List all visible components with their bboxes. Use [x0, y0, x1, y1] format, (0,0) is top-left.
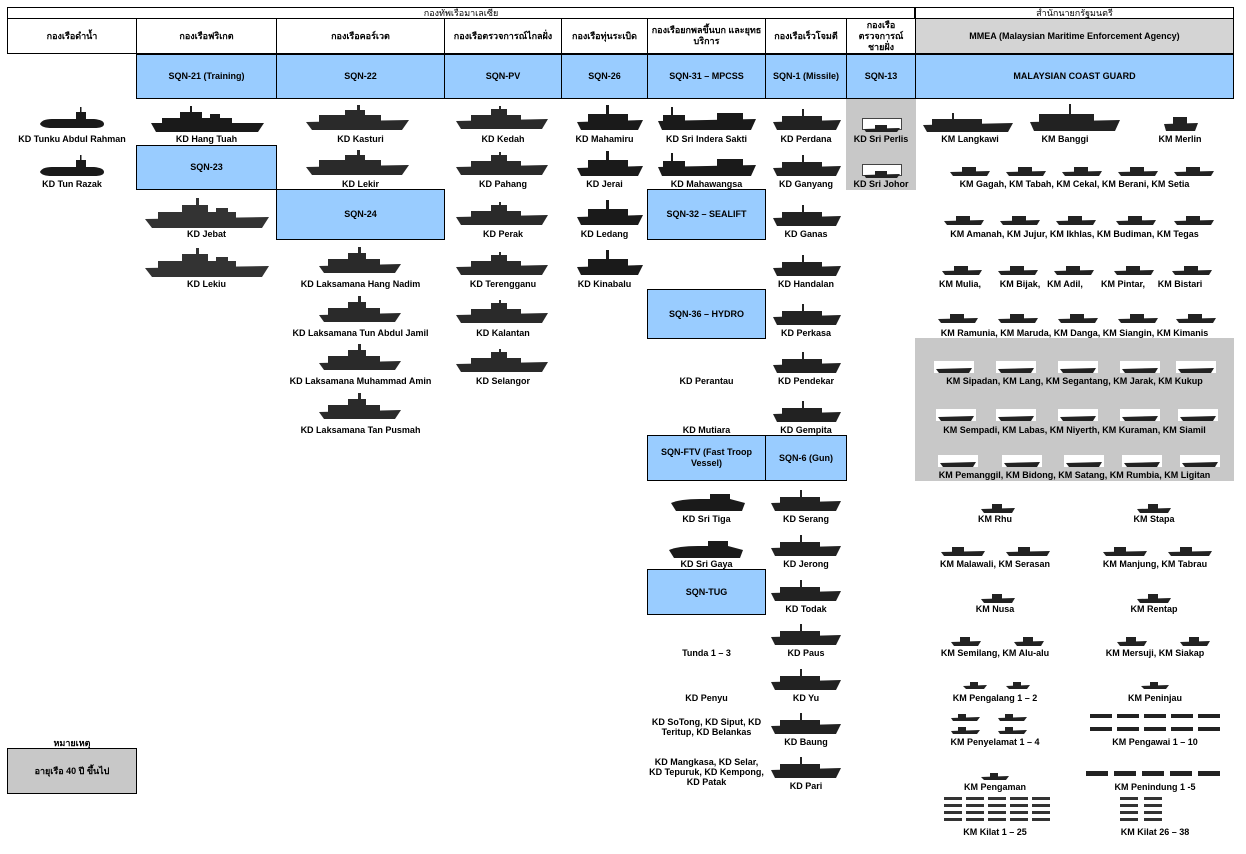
ship-label: KM Bistari	[1157, 279, 1203, 289]
corvette-icon	[305, 101, 410, 131]
submarine-icon	[38, 152, 106, 178]
patrol-boat-pair-icon	[1116, 635, 1212, 647]
ship-label: KM Penyelamat 1 – 4	[950, 737, 1040, 747]
minehunter-icon	[576, 103, 644, 131]
submarine-icon	[38, 104, 106, 130]
ship-label: KD Kalantan	[476, 328, 530, 338]
ship-label: KD Jebat	[186, 229, 226, 239]
ship-label: KD Laksamana Tun Abdul Jamil	[292, 328, 429, 338]
ship-label: KD Handalan	[777, 279, 834, 289]
mmea-ship-icon	[1163, 112, 1199, 132]
patrol-boat-icon	[980, 771, 1010, 781]
ship-label: KD Sri Gaya	[680, 559, 733, 569]
support-ship-icon	[657, 107, 757, 131]
sqn-tug: SQN-TUG	[647, 569, 766, 615]
header-opv: กองเรือตรวจการณ์ไกลฝั่ง	[444, 18, 562, 54]
fac-icon	[772, 302, 842, 326]
ship-label: KD Penyu	[685, 693, 728, 703]
ship-label: KD Baung	[784, 737, 828, 747]
ship-label: KM Kilat 1 – 25	[963, 827, 1027, 837]
header-fac: กองเรือเร็วโจมตี	[765, 18, 847, 54]
ship-label: KM Bijak,	[999, 279, 1041, 289]
ship-label: KD Kedah	[481, 134, 525, 144]
ship-label: KD Mahawangsa	[670, 179, 743, 189]
patrol-craft-group-icon	[948, 163, 1218, 177]
ship-label: KD Jerai	[586, 179, 623, 189]
mmea-ship-icon	[922, 113, 1014, 133]
navy-group-label: กองทัพเรือมาเลเซีย	[423, 8, 499, 18]
minehunter-icon	[576, 198, 644, 226]
ship-label: KM Pemanggil, KM Bidong, KM Satang, KM Rumbia, KM Ligitan	[938, 470, 1211, 480]
fac-icon	[770, 488, 842, 512]
opv-icon	[455, 300, 549, 324]
ship-label: KM Pengaman	[963, 782, 1026, 792]
ship-label: KM Malawali, KM Serasan	[939, 559, 1051, 569]
fac-icon	[770, 667, 842, 691]
ship-label: KD Perdana	[780, 134, 832, 144]
patrol-boat-icon	[980, 592, 1016, 604]
patrol-boat-pair-icon	[950, 635, 1046, 647]
ship-label: KM Ramunia, KM Maruda, KM Danga, KM Siangin, KM Kimanis	[940, 328, 1209, 338]
sqn-22: SQN-22	[276, 54, 445, 99]
fast-troop-vessel-icon	[670, 491, 746, 513]
patrol-boat-pair-icon	[1102, 545, 1214, 557]
fac-icon	[772, 153, 842, 177]
fac-icon	[772, 253, 842, 277]
header-mcm: กองเรือทุ่นระเบิด	[561, 18, 648, 54]
ship-label: KM Rentap	[1130, 604, 1178, 614]
ship-label: KD Selangor	[475, 376, 530, 386]
opv-icon	[455, 152, 549, 176]
old-patrol-group-icon	[934, 361, 1220, 374]
patrol-boat-icon	[1136, 592, 1172, 604]
ship-label: KD Serang	[782, 514, 829, 524]
ship-label: KD Mangkasa, KD Selar, KD Tepuruk, KD Kempong, KD Patak	[649, 757, 764, 787]
ship-label: KD Pendekar	[777, 376, 835, 386]
ship-label: KD SoTong, KD Siput, KD Teritup, KD Belankas	[651, 717, 762, 737]
ship-label: KD Laksamana Tan Pusmah	[300, 425, 421, 435]
ship-label: KD Mutiara	[682, 425, 731, 435]
fac-icon	[770, 711, 842, 735]
fac-icon	[770, 755, 842, 779]
opv-icon	[455, 252, 549, 276]
ship-label: KM Peninjau	[1127, 693, 1182, 703]
ship-label: KM Rhu	[978, 514, 1012, 524]
patrol-boat-icon	[1140, 680, 1170, 690]
minehunter-icon	[576, 248, 644, 276]
ship-label: KM Kilat 26 – 38	[1120, 827, 1190, 837]
sqn-26: SQN-26	[561, 54, 648, 99]
ship-label: KD Sri Tiga	[682, 514, 731, 524]
header-mmea: MMEA (Malaysian Maritime Enforcement Agency)	[915, 18, 1234, 54]
sqn-ftv: SQN-FTV (Fast Troop Vessel)	[647, 435, 766, 481]
ship-label: KM Pengalang 1 – 2	[952, 693, 1038, 703]
boat-grid-icon	[1090, 712, 1220, 734]
corvette-icon	[318, 293, 402, 323]
old-patrol-group-icon	[936, 409, 1222, 422]
ship-label: KD Perantau	[679, 376, 734, 386]
ship-label: KD Lekir	[341, 179, 379, 189]
ship-label: KM Amanah, KM Jujur, KM Ikhlas, KM Budiman, KM Tegas	[950, 229, 1199, 239]
fac-icon	[772, 203, 842, 227]
patrol-craft-group-icon	[942, 212, 1218, 226]
patrol-craft-group-icon	[936, 310, 1220, 324]
ship-label: KD Gempita	[780, 425, 832, 435]
ship-label: KM Langkawi	[941, 134, 999, 144]
ship-label: KD Tunku Abdul Rahman	[18, 134, 126, 144]
sqn-21: SQN-21 (Training)	[136, 54, 277, 99]
sqn-13: SQN-13	[846, 54, 916, 99]
fac-icon	[772, 107, 842, 131]
ship-label: KD Paus	[787, 648, 825, 658]
ship-label: KM Pengawai 1 – 10	[1112, 737, 1198, 747]
fac-icon	[770, 622, 842, 646]
ship-label: KM Pintar,	[1100, 279, 1145, 289]
sqn-1: SQN-1 (Missile)	[765, 54, 847, 99]
sqn-6: SQN-6 (Gun)	[765, 435, 847, 481]
ship-label: Tunda 1 – 3	[682, 648, 731, 658]
legend-box	[7, 748, 137, 794]
ship-label: KM Banggi	[1041, 134, 1089, 144]
sqn-24: SQN-24	[276, 189, 445, 240]
ship-label: KD Sri Indera Sakti	[665, 134, 748, 144]
header-amphibious: กองเรือยกพลขึ้นบก และยุทธบริการ	[647, 18, 766, 54]
patrol-boat-icon	[980, 502, 1016, 514]
ship-label: KD Sri Perlis	[853, 134, 909, 144]
fac-icon	[772, 350, 842, 374]
fac-icon	[772, 399, 842, 423]
header-corvette: กองเรือคอร์เวต	[276, 18, 445, 54]
header-coastal: กองเรือตรวจการณ์ชายฝั่ง	[846, 18, 916, 54]
sqn-31: SQN-31 – MPCSS	[647, 54, 766, 99]
corvette-icon	[318, 390, 402, 420]
ship-label: KM Mersuji, KM Siakap	[1105, 648, 1205, 658]
patrol-craft-group-icon	[940, 262, 1216, 276]
ship-label: KD Hang Tuah	[175, 134, 238, 144]
fac-icon	[770, 533, 842, 557]
ship-label: KD Kasturi	[337, 134, 384, 144]
ship-label: KD Terengganu	[469, 279, 537, 289]
ship-label: KD Mahamiru	[575, 134, 634, 144]
boat-row-icon	[1086, 768, 1220, 778]
ship-label: KD Laksamana Hang Nadim	[300, 279, 421, 289]
ship-label: KM Sipadan, KM Lang, KM Segantang, KM Jarak, KM Kukup	[946, 376, 1203, 386]
corvette-icon	[318, 341, 402, 371]
ship-label: KD Perak	[482, 229, 524, 239]
ship-label: KD Yu	[792, 693, 820, 703]
opv-icon	[455, 349, 549, 373]
ship-label: KM Nusa	[975, 604, 1015, 614]
header-frigate: กองเรือฟริเกต	[136, 18, 277, 54]
fast-troop-vessel-icon	[668, 538, 744, 560]
pm-group-label: สำนักนายกรัฐมนตรี	[1036, 8, 1113, 18]
ship-label: KM Penindung 1 -5	[1114, 782, 1196, 792]
fac-icon	[770, 578, 842, 602]
minehunter-icon	[576, 149, 644, 177]
legend-text: อายุเรือ 40 ปี ขึ้นไป	[34, 766, 110, 776]
sqn-32: SQN-32 – SEALIFT	[647, 189, 766, 240]
ship-label: KD Kinabalu	[577, 279, 632, 289]
ship-label: KD Ganyang	[778, 179, 833, 189]
ship-label: KD Sri Johor	[853, 179, 909, 189]
frigate-icon	[150, 103, 265, 133]
ship-label: KD Todak	[785, 604, 827, 614]
ship-label: KM Manjung, KM Tabrau	[1102, 559, 1208, 569]
opv-icon	[455, 106, 549, 130]
ship-label: KM Semilang, KM Alu-alu	[940, 648, 1050, 658]
old-patrol-group-icon	[938, 455, 1222, 468]
corvette-icon	[305, 146, 410, 176]
coastal-ship-thumb	[862, 118, 902, 130]
ship-label: KD Laksamana Muhammad Amin	[289, 376, 432, 386]
ship-label: KM Mulia,	[939, 279, 981, 289]
ship-label: KD Pahang	[478, 179, 527, 189]
ship-label: KD Tun Razak	[42, 179, 102, 189]
ship-label: KM Gagah, KM Tabah, KM Cekal, KM Berani, KM Setia	[959, 179, 1190, 189]
ship-label: KM Adil,	[1047, 279, 1083, 289]
ship-label: KD Pari	[789, 781, 823, 791]
support-ship-icon	[657, 153, 757, 177]
frigate-icon	[144, 248, 270, 278]
patrol-boat-pair-icon	[962, 680, 1032, 690]
sqn-36: SQN-36 – HYDRO	[647, 289, 766, 339]
sqn-pv: SQN-PV	[444, 54, 562, 99]
ship-label: KM Sempadi, KM Labas, KM Niyerth, KM Kuraman, KM Siamil	[943, 425, 1206, 435]
header-submarine: กองเรือดำน้ำ	[7, 18, 137, 54]
ship-label: KD Jerong	[783, 559, 829, 569]
coastal-ship-thumb	[862, 164, 902, 176]
sqn-23: SQN-23	[136, 145, 277, 190]
coast-guard-banner: MALAYSIAN COAST GUARD	[915, 54, 1234, 99]
rescue-boat-group-icon	[950, 711, 1030, 735]
legend-title: หมายเหตุ	[53, 738, 91, 748]
ship-label: KD Ganas	[784, 229, 828, 239]
boat-grid-icon	[1120, 796, 1164, 826]
corvette-icon	[318, 244, 402, 274]
ship-label: KM Stapa	[1133, 514, 1175, 524]
ship-label: KD Ledang	[580, 229, 629, 239]
frigate-icon	[144, 197, 270, 229]
mmea-ship-icon	[1029, 102, 1121, 132]
opv-icon	[455, 202, 549, 226]
boat-grid-icon	[944, 796, 1050, 826]
patrol-boat-pair-icon	[940, 545, 1052, 557]
ship-label: KM Merlin	[1158, 134, 1202, 144]
ship-label: KD Perkasa	[780, 328, 832, 338]
ship-label: KD Lekiu	[186, 279, 226, 289]
patrol-boat-icon	[1136, 502, 1172, 514]
